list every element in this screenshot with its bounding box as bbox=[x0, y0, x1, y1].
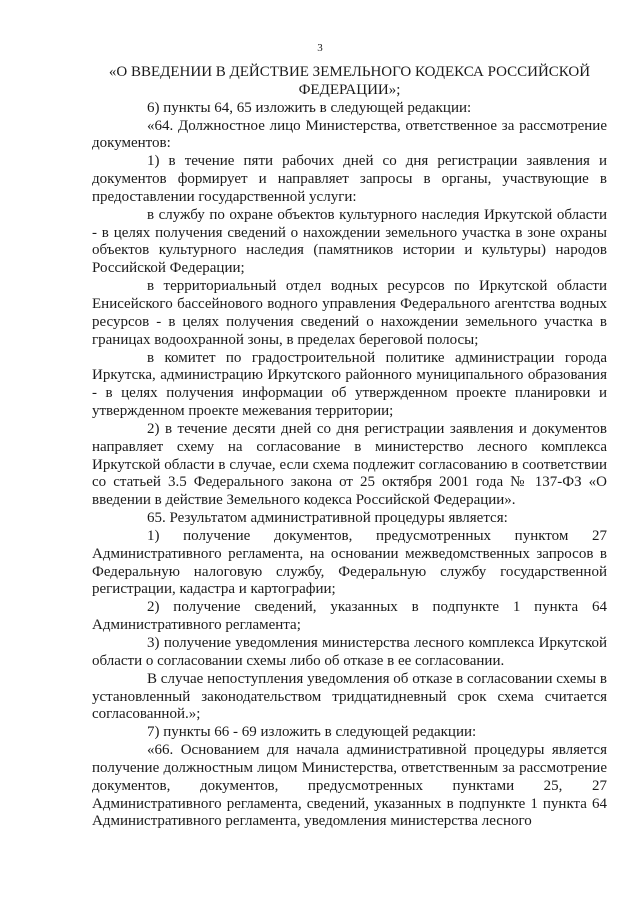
paragraph-clause-64: «64. Должностное лицо Министерства, ответственное за рассмотрение документов: bbox=[92, 117, 607, 152]
page-number: 3 bbox=[317, 42, 323, 54]
paragraph-clause-64-1: 1) в течение пяти рабочих дней со дня регистрации заявления и документов формирует и направляет запросы в органы, участвующие в предоставлении государственной услуги: bbox=[92, 153, 607, 205]
paragraph-clause-64-2: 2) в течение десяти дней со дня регистрации заявления и документов направляет схему на согласование в министерство лесного комплекса Иркутской области в случае, если схема подлежит согласованию в соответствии со статьей 3.5 Федерального закона от 25 октября 2001 года № 137-ФЗ «О введении в действие Земельного кодекса Российской Федерации». bbox=[92, 420, 607, 509]
document-body bbox=[92, 64, 607, 831]
paragraph-item-6: 6) пункты 64, 65 изложить в следующей редакции: bbox=[147, 99, 472, 116]
paragraph-non-receipt: В случае непоступления уведомления об отказе в согласовании схемы в установленный законодательством тридцатидневный срок схема считается согласованной.»; bbox=[92, 670, 607, 723]
paragraph-clause-65-3: 3) получение уведомления министерства лесного комплекса Иркутской области о согласовании схемы либо об отказе в ее согласовании. bbox=[92, 635, 607, 669]
paragraph-clause-66: «66. Основанием для начала административной процедуры является получение должностным лицом Министерства, ответственным за рассмотрение документов, документов, предусмотренных пунктами 25, 27 Административного регламента, сведений, указанных в подпункте 1 пункта 64 Административного регламента, уведомления министерства лесного bbox=[92, 742, 607, 830]
paragraph-clause-65: 65. Результатом административной процедуры является: bbox=[147, 510, 508, 527]
paragraph-clause-65-1: 1) получение документов, предусмотренных пунктом 27 Административного регламента, на основании межведомственных запросов в Федеральную налоговую службу, Федеральную службу государственной регистрации, кадастра и картографии; bbox=[92, 527, 607, 598]
paragraph-urban-committee: в комитет по градостроительной политике администрации города Иркутска, администрацию Иркутского районного муниципального образования - в целях получения информации об утвержденном проекте планировки и утвержденном проекте межевания территории; bbox=[92, 349, 607, 420]
paragraph-item-7: 7) пункты 66 - 69 изложить в следующей редакции: bbox=[147, 724, 477, 741]
heading-law-title: «О ВВЕДЕНИИ В ДЕЙСТВИЕ ЗЕМЕЛЬНОГО КОДЕКСА РОССИЙСКОЙ ФЕДЕРАЦИИ»; bbox=[108, 64, 591, 98]
paragraph-clause-65-2: 2) получение сведений, указанных в подпункте 1 пункта 64 Административного регламента; bbox=[92, 599, 607, 634]
paragraph-heritage-service: в службу по охране объектов культурного наследия Иркутской области - в целях получения сведений о нахождении земельного участка в зоне охраны объектов культурного наследия (памятников истории и культуры) народов Российской Федерации; bbox=[92, 206, 607, 277]
paragraph-water-resources: в территориальный отдел водных ресурсов по Иркутской области Енисейского бассейнового водного управления Федерального агентства водных ресурсов - в целях получения сведений о нахождении земельного участка в границах водоохранной зоны, в пределах береговой полосы; bbox=[92, 278, 607, 348]
